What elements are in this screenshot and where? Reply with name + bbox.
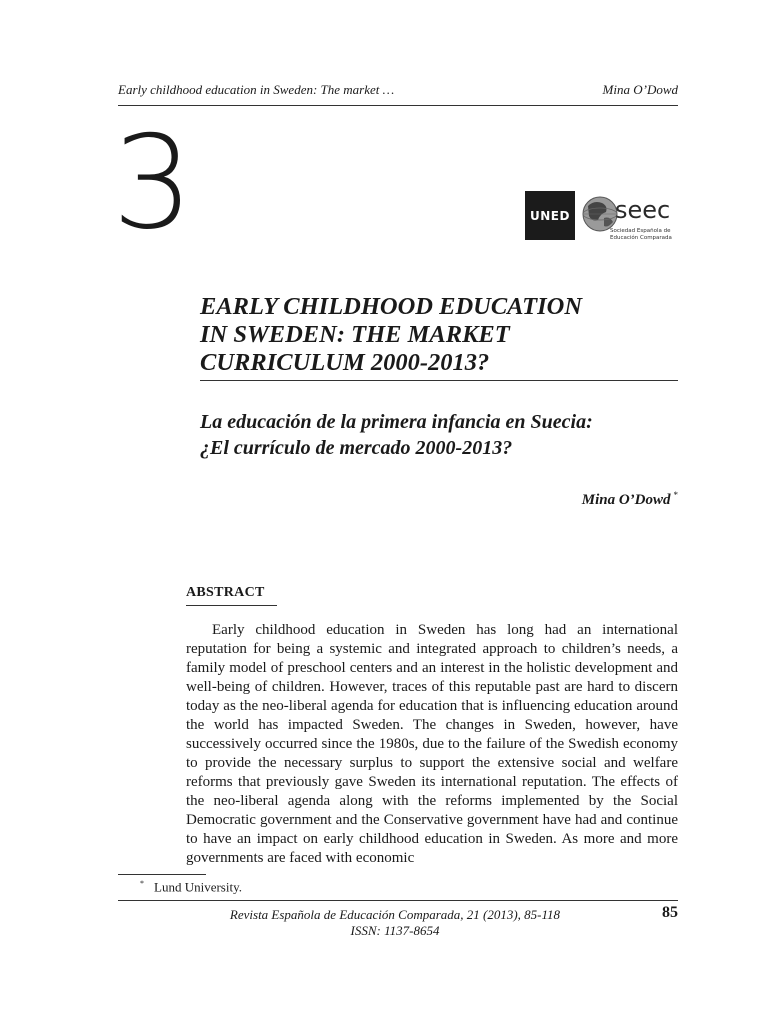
chapter-number: 3 — [112, 109, 192, 258]
seec-caption-2: Educación Comparada — [610, 235, 672, 241]
title-line: IN SWEDEN: THE MARKET — [200, 321, 510, 348]
article-subtitle — [200, 409, 678, 461]
author-byline — [582, 490, 678, 509]
abstract-text: Early childhood education in Sweden has long had an international reputation for being a systemic and integrated approach to children’s needs, a family model of preschool centers and an interest in the holistic development and well-being of children. However, traces of this reputable past are hard to discern today as the neo-liberal agenda for education that is influencing education around the world has impacted Sweden. The changes in Sweden, however, have successively occurred since the 1980s, due to the failure of the Swedish economy to provide the necessary surplus to support the extensive social and welfare reforms that previously gave Sweden its international reputation. The effects of the neo-liberal agenda along with the reforms implemented by the Social Democratic government and the Conservative government have had and continue to have an impact on early childhood education in Sweden. As more and more governments are faced with economic — [186, 622, 678, 866]
author-footnote-mark: * — [673, 490, 678, 500]
article-title — [200, 293, 670, 377]
seec-wordmark: seec — [615, 196, 671, 224]
running-head-author: Mina O’Dowd — [602, 82, 678, 97]
abstract-heading: ABSTRACT — [186, 585, 265, 600]
subtitle-line: La educación de la primera infancia en Suecia: — [200, 411, 593, 433]
uned-logo-text: UNED — [530, 208, 570, 223]
page-number: 85 — [662, 904, 678, 921]
seec-logo — [580, 188, 680, 244]
title-divider — [200, 380, 678, 381]
issn: ISSN: 1137-8654 — [350, 923, 440, 938]
running-head-title: Early childhood education in Sweden: The market … — [118, 82, 395, 97]
footer-citation — [150, 907, 640, 939]
footnote-mark: * — [140, 879, 144, 888]
footnote-divider — [118, 874, 206, 875]
footnote-text: Lund University. — [154, 879, 242, 895]
footer-divider — [118, 900, 678, 901]
seec-globe-icon — [580, 188, 680, 244]
running-head — [118, 82, 678, 98]
title-line: CURRICULUM 2000-2013? — [200, 349, 490, 376]
journal-citation: Revista Española de Educación Comparada, 21 (2013), 85-118 — [229, 907, 561, 922]
seec-caption-1: Sociedad Española de — [610, 228, 671, 234]
abstract-heading-underline — [186, 605, 277, 606]
title-line: EARLY CHILDHOOD EDUCATION — [200, 293, 583, 320]
header-divider — [118, 105, 678, 106]
uned-logo — [525, 191, 575, 240]
subtitle-line: ¿El currículo de mercado 2000-2013? — [200, 437, 513, 459]
footnote — [140, 879, 242, 895]
author-name: Mina O’Dowd — [581, 492, 671, 508]
